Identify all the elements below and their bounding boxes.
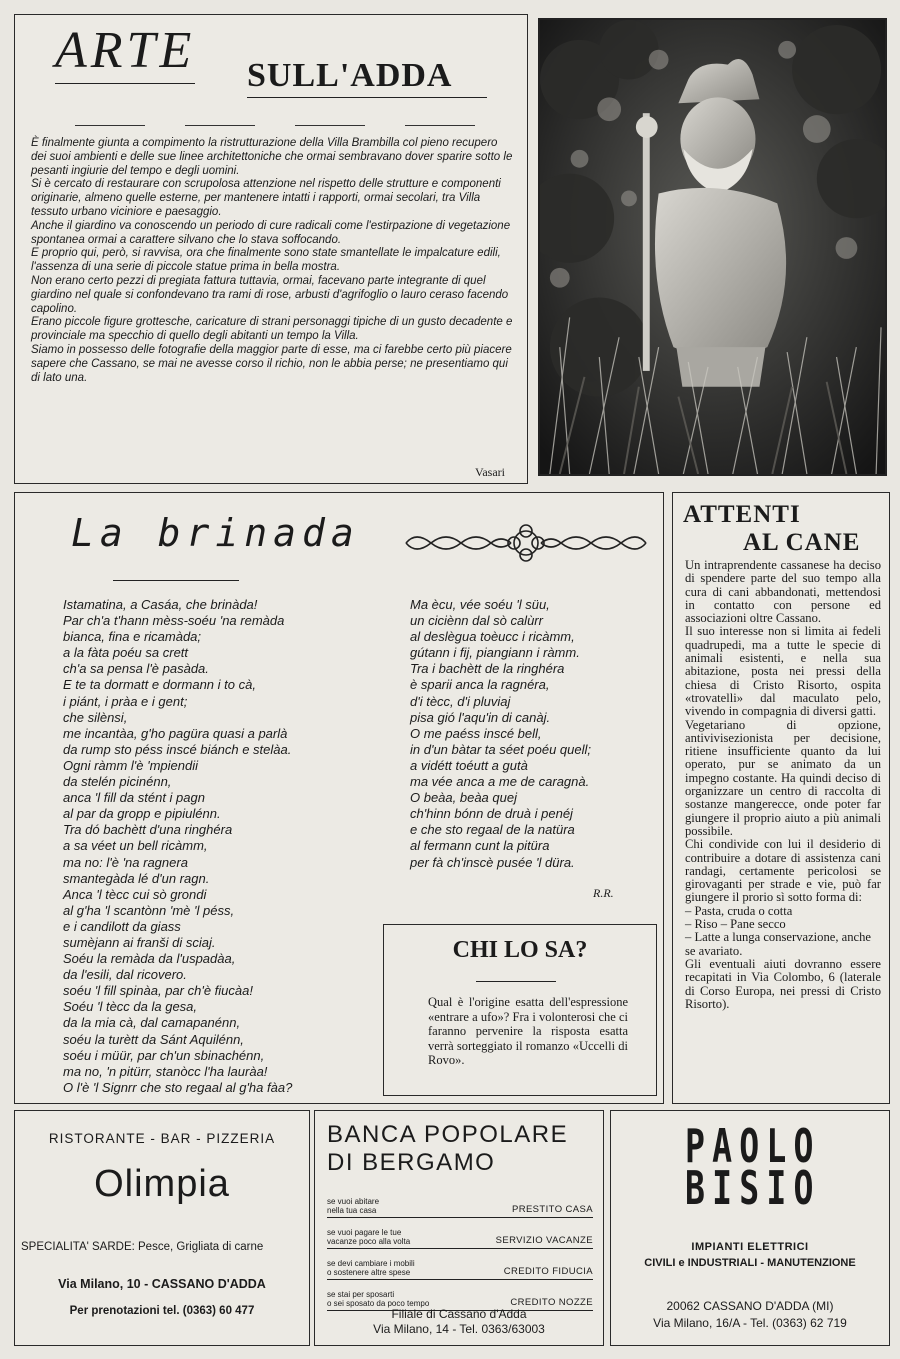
ad-banca-offer-row	[327, 1249, 593, 1280]
statue-photo-image	[540, 20, 885, 474]
ad-banca-popolare	[314, 1110, 604, 1346]
poem-line: da la mia cà, dal camapanénn,	[63, 1015, 241, 1031]
cane-paragraph: Vegetariano di opzione, antivivisezionista per decisione, ritiene insufficiente quanto da lui operato, pur se animato da un impegno costante. Ha quindi deciso di organizzare un centro di raccolta di sostanze mangerecce, onde poter far giungere il proprio aiuto a più animali possibile.	[685, 717, 881, 838]
cane-paragraph: Chi condivide con lui il desiderio di contribuire a dotare di assistenza cani randagi, certamente pericolosi se girovaganti per strade e vie, può far giungere il prorio sì sotto forma di:	[685, 837, 881, 905]
ad-olimpia-specialties: SPECIALITA' SARDE: Pesce, Grigliata di carne	[21, 1241, 264, 1253]
poem-line: è sparii anca la ragnéra,	[410, 677, 550, 693]
ad-banca-title-line1: BANCA POPOLARE	[327, 1121, 569, 1148]
offer-condition: o sostenere altre spese	[327, 1268, 411, 1277]
poem-line: soéu i müür, par ch'un sbinachénn,	[63, 1047, 265, 1063]
divider	[113, 580, 239, 581]
divider	[476, 981, 556, 982]
poem-line: Tra i bachètt de la ringhéra	[410, 661, 565, 677]
cane-title-line1: ATTENTI	[683, 501, 801, 528]
poem-line: Anca 'l tècc cui sò grondi	[63, 886, 207, 902]
ad-bisio-service: CIVILI e INDUSTRIALI - MANUTENZIONE	[644, 1257, 856, 1269]
poem-line: O me paéss inscé bell,	[410, 725, 542, 741]
poem-line: gútann i fij, piangiann i ràmm.	[410, 645, 580, 661]
statue-photo	[538, 18, 887, 476]
arte-paragraph: Erano piccole figure grottesche, caricature di strani personaggi tipiche di un gusto decadente e provinciale ma specchio di quello degli abitanti un tempo la Villa.	[31, 316, 513, 343]
ad-banca-offer-row	[327, 1187, 593, 1218]
cane-list-item: – Riso – Pane secco	[685, 917, 786, 932]
ad-paolo-bisio	[610, 1110, 890, 1346]
poem-line: Ma ècu, vée soéu 'l süu,	[410, 597, 550, 612]
poem-line: al g'ha 'l scantònn 'mè 'l péss,	[63, 902, 235, 918]
poem-line: a sa véet un bell ricàmm,	[63, 838, 208, 854]
arte-body	[31, 137, 515, 385]
poem-line: pisa gió l'aqu'in di canàj.	[410, 709, 551, 725]
poem-line: ch'a sa pensa l'è pasàda.	[63, 661, 209, 677]
poem-line: al par da gropp e pipiulénn.	[63, 806, 221, 822]
cane-body	[685, 559, 881, 1011]
poem-line: i piánt, i pràa e i gent;	[63, 693, 188, 709]
ad-olimpia-address: Via Milano, 10 - CASSANO D'ADDA	[58, 1277, 266, 1291]
poem-line: ma vée anca a me de caragnà.	[410, 774, 590, 790]
poem-line: Ogni ràmm l'è 'mpiendii	[63, 757, 199, 773]
arte-subtitle: SULL'ADDA	[247, 57, 453, 94]
ad-bisio-logo-line2: BISIO	[685, 1161, 821, 1215]
poem-line: al deslègua toèucc i ricàmm,	[410, 629, 575, 645]
poem-line: che silènsi,	[63, 709, 128, 725]
offer-product: SERVIZIO VACANZE	[495, 1235, 593, 1246]
poem-left-column	[63, 597, 292, 1096]
chi-lo-sa-body: Qual è l'origine esatta dell'espressione «entrare a ufo»? Fra i volonterosi che ci faranno pervenire la risposta esatta verrà sorteggiato il romanzo «Uccelli di Rovo».	[428, 995, 628, 1067]
offer-product: PRESTITO CASA	[511, 1204, 593, 1215]
offer-condition: nella tua casa	[327, 1206, 377, 1215]
poem-line: a vidétt toéutt a gutà	[410, 757, 528, 773]
poem-line: al fermann cunt la pitüra	[410, 838, 550, 854]
cane-title-line2: AL CANE	[743, 529, 861, 556]
cane-paragraph: Il suo interesse non si limita ai fedeli quadrupedi, ma a tutte le specie di animali esistenti, e nella sua abitazione, posta nei pressi della chiesa di Cristo Risorto, ospita «trovatelli» dal maculato pelo, vivendo in compagnia di diversi gatti.	[685, 624, 881, 719]
poem-line: da stelén picinénn,	[63, 774, 172, 790]
arte-paragraph: Siamo in possesso delle fotografie della maggior parte di esse, ma ci farebbe certo più piacere sapere che Cassano, se mai ne avesse corso il richio, non le abbia perse; ne presentiamo qui di lato una.	[31, 343, 512, 384]
ad-banca-offer-row	[327, 1218, 593, 1249]
poem-line: un ciciènn dal sò calùrr	[410, 613, 543, 629]
poem-line: da l'esili, dal ricovero.	[63, 967, 187, 983]
ad-banca-offer-list	[327, 1187, 593, 1311]
cane-list-item: – Pasta, cruda o cotta	[685, 903, 793, 918]
chi-lo-sa-box	[383, 924, 657, 1096]
ad-olimpia	[14, 1110, 310, 1346]
cane-list-item: – Latte a lunga conservazione, anche se avariato.	[685, 930, 872, 958]
arte-title: ARTE	[55, 22, 196, 79]
ad-bisio-service: IMPIANTI ELETTRICI	[691, 1241, 809, 1253]
cane-paragraph: Un intraprendente cassanese ha deciso di spendere parte del suo tempo alla cura di cani abbandonati, mettendosi in contatto con persone ed associazioni oltre Cassano.	[685, 558, 881, 626]
poem-line: soéu 'l fill spinàa, par ch'è fiucàa!	[63, 983, 253, 999]
poem-line: O beàa, beàa quej	[410, 790, 517, 806]
poem-line: ch'hinn bónn de druà i penéj	[410, 806, 573, 822]
arte-article	[14, 14, 528, 484]
arte-paragraph: Anche il giardino va conoscendo un periodo di cure radicali come l'estirpazione di vegetazione spontanea ormai a carattere silvano che lo stava soffocando.	[31, 219, 511, 246]
ad-banca-branch-address: Via Milano, 14 - Tel. 0363/63003	[373, 1322, 545, 1336]
poem-line: Tra dó bachètt d'una ringhéra	[63, 822, 233, 838]
poem-line: da rump sto péss inscé biánch e stelàa.	[63, 741, 292, 757]
ad-olimpia-name: Olimpia	[94, 1163, 230, 1205]
ad-olimpia-phone: Per prenotazioni tel. (0363) 60 477	[69, 1305, 255, 1317]
poem-signature: R.R.	[593, 886, 614, 900]
poem-line: e che sto regaal de la natüra	[410, 822, 575, 838]
ad-bisio-logo-line1: PAOLO	[685, 1119, 821, 1173]
ad-banca-branch-name: Filiale di Cassano d'Adda	[391, 1307, 527, 1321]
poem-line: bianca, fina e ricamàda;	[63, 629, 202, 645]
offer-condition: se vuoi pagare le tue	[327, 1228, 402, 1237]
poem-line: Istamatina, a Casáa, che brinàda!	[63, 597, 258, 612]
poem-right-column	[410, 597, 591, 871]
poem-line: soéu la turètt da Sánt Aquilénn,	[63, 1031, 244, 1047]
ornament-icon	[401, 523, 651, 563]
attenti-al-cane-article	[672, 492, 890, 1104]
poem-line: e i candilott da giass	[63, 918, 181, 934]
poem-line: anca 'l fill da stént i pagn	[63, 790, 205, 806]
poem-line: me incantàa, g'ho pagüra quasi a parlà	[63, 725, 288, 741]
arte-paragraph: È finalmente giunta a compimento la ristrutturazione della Villa Brambilla col pieno recupero dei suoi ambienti e delle sue linee architettoniche che ormai sembravano dover sparire sotto le pesanti ingiurie del tempo e degli uomini.	[31, 137, 513, 177]
cane-closing: Gli eventuali aiuti dovranno essere recapitati in Via Colombo, 6 (laterale di Corso Europa, nei pressi di Cristo Risorto).	[685, 956, 881, 1011]
offer-product: CREDITO FIDUCIA	[503, 1266, 593, 1277]
poem-line: a la fàta poéu sa crett	[63, 645, 189, 661]
offer-product: CREDITO NOZZE	[510, 1297, 593, 1308]
ad-bisio-logo	[685, 1119, 821, 1215]
poem-line: O l'è 'l Signrr che sto regaal al g'ha fàa?	[63, 1079, 293, 1095]
offer-condition: se devi cambiare i mobili	[327, 1259, 415, 1268]
offer-condition: se stai per sposarti	[327, 1290, 395, 1299]
poem-line: d'i tècc, d'i pluviaj	[410, 693, 511, 709]
offer-condition: vacanze poco alla volta	[327, 1237, 411, 1246]
poem-line: ma no, 'n pitürr, stanòcc l'ha lauràa!	[63, 1063, 268, 1079]
poem-line: Soéu la remàda da l'uspadàa,	[63, 951, 236, 967]
ad-banca-title-line2: DI BERGAMO	[327, 1149, 496, 1176]
poem-line: ma no: l'è 'na ragnera	[63, 854, 188, 870]
poem-line: sumèjann ai franši di sciaj.	[63, 934, 216, 950]
arte-paragraph: E proprio qui, però, si ravvisa, ora che finalmente sono state smantellate le impalcature edili, l'assenza di una serie di piccole statue prima in bella mostra.	[31, 247, 501, 274]
offer-condition: o sei sposato da poco tempo	[327, 1299, 430, 1308]
poem-line: in d'un bàtar ta séet poéu quell;	[410, 741, 592, 757]
divider	[55, 83, 195, 84]
chi-lo-sa-title: CHI LO SA?	[452, 937, 588, 963]
arte-paragraph: Non erano certo pezzi di pregiata fattura tuttavia, ormai, facevano parte integrante di quel giardino nel quale si confondevano tra rami di rose, arbusti d'agrifoglio o lauro ceraso facendo capolino.	[31, 274, 509, 315]
ad-olimpia-type: RISTORANTE - BAR - PIZZERIA	[48, 1131, 276, 1146]
poem-line: smantegàda lé d'un ragn.	[63, 870, 210, 886]
poem-line: Par ch'a t'hann mèss-soéu 'na remàda	[63, 613, 285, 629]
ad-banca-branch	[315, 1307, 603, 1337]
poem-line: E te ta dormatt e dormann i to cà,	[63, 677, 256, 693]
arte-signature: Vasari	[475, 465, 505, 479]
ad-bisio-address: Via Milano, 16/A - Tel. (0363) 62 719	[653, 1316, 847, 1330]
divider	[247, 97, 487, 98]
poem-line: Soéu 'l tècc da la gesa,	[63, 999, 198, 1015]
poem-line: per fà ch'inscè pusée 'l düra.	[410, 854, 575, 870]
ad-banca-title	[327, 1121, 568, 1177]
offer-condition: se vuoi abitare	[327, 1197, 380, 1206]
brinada-title: La brinada	[71, 511, 360, 555]
ad-bisio-address: 20062 CASSANO D'ADDA (MI)	[666, 1299, 834, 1313]
dash-divider	[55, 125, 495, 126]
arte-paragraph: Si è cercato di restaurare con scrupolosa attenzione nel rispetto delle strutture e componenti originarie, almeno quelle esterne, per mantenere intatti i rapporti, ormai secolari, tra Villa tessuto urbano viciniore e paesaggio.	[31, 178, 501, 218]
